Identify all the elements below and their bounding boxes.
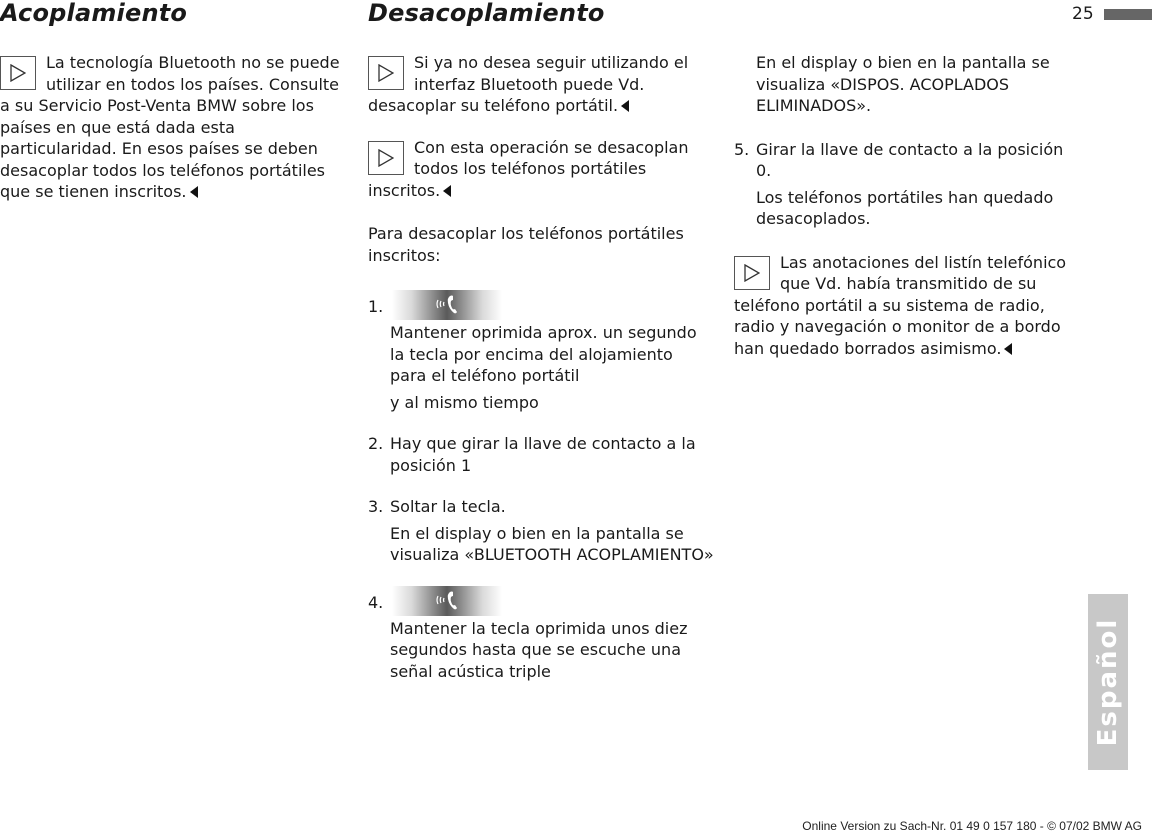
page-marker-bar xyxy=(1104,9,1152,20)
note-triangle-icon xyxy=(734,256,770,290)
step-number: 2. xyxy=(368,434,384,453)
step-detail: En el display o bien en la pantalla se visualiza «BLUETOOTH ACOPLAMIENTO» xyxy=(390,523,714,564)
phone-handset-icon xyxy=(434,590,460,612)
intro-text: Para desacoplar los teléfonos portátiles inscritos: xyxy=(368,224,684,265)
note-triangle-icon xyxy=(0,56,36,90)
step-text: Soltar la tecla. xyxy=(390,497,506,516)
note-block xyxy=(734,252,1080,360)
note-text: Si ya no desea seguir utilizando el interfaz Bluetooth puede Vd. desacoplar su teléfono portátil. xyxy=(368,53,689,115)
phone-handset-icon xyxy=(434,294,460,316)
end-mark-icon xyxy=(190,186,198,198)
note-text: La tecnología Bluetooth no se puede utilizar en todos los países. Consulte a su Servicio Post-Venta BMW sobre los países en que está dada esta particularidad. En esos países se deben desacoplar todos los teléfonos portátiles que se tienen inscritos. xyxy=(0,53,340,201)
note-text: Con esta operación se desacoplan todos los teléfonos portátiles inscritos. xyxy=(368,137,689,200)
left-column xyxy=(0,52,346,203)
step-detail-2: y al mismo tiempo xyxy=(390,392,539,412)
end-mark-icon xyxy=(1004,343,1012,355)
step-number: 5. xyxy=(734,139,750,159)
language-tab-label: Español xyxy=(1093,617,1123,747)
step-number: 1. xyxy=(368,297,384,316)
step-detail: Mantener oprimida aprox. un segundo la tecla por encima del alojamiento para el teléfono portátil xyxy=(390,323,697,385)
footer-text: Online Version zu Sach-Nr. 01 49 0 157 180 - © 07/02 BMW AG xyxy=(802,819,1142,833)
end-mark-icon xyxy=(443,185,451,197)
end-mark-icon xyxy=(621,100,629,112)
phone-key-button[interactable] xyxy=(392,586,502,616)
step-text: Hay que girar la llave de contacto a la posición 1 xyxy=(390,434,696,475)
note-triangle-icon xyxy=(368,56,404,90)
step-number: 4. xyxy=(368,592,384,612)
right-column xyxy=(734,52,1080,359)
step-3 xyxy=(368,496,714,566)
step-text: Girar la llave de contacto a la posición 0. xyxy=(756,139,1064,180)
heading-desacoplamiento: Desacoplamiento xyxy=(368,0,605,27)
note-triangle-icon xyxy=(368,141,404,175)
note-block xyxy=(368,52,714,117)
step-detail: Los teléfonos portátiles han quedado desacoplados. xyxy=(756,187,1054,228)
note-text: Las anotaciones del listín telefónico que Vd. había transmitido de su teléfono portátil a su sistema de radio, radio y navegación o monitor de a bordo han quedado borrados asimismo. xyxy=(734,252,1067,358)
display-text: En el display o bien en la pantalla se visualiza «DISPOS. ACOPLADOS ELIMINADOS». xyxy=(756,53,1050,115)
language-tab xyxy=(1088,594,1128,770)
middle-column xyxy=(368,52,714,682)
page-number: 25 xyxy=(1072,4,1094,24)
heading-acoplamiento: Acoplamiento xyxy=(0,0,188,27)
phone-key-button[interactable] xyxy=(392,290,502,320)
step-number: 3. xyxy=(368,497,384,516)
step-5 xyxy=(734,139,1080,230)
step-2 xyxy=(368,433,714,476)
step-4 xyxy=(368,586,714,683)
step-detail: Mantener la tecla oprimida unos diez segundos hasta que se escuche una señal acústica triple xyxy=(390,618,688,681)
note-block xyxy=(368,137,714,202)
step-1 xyxy=(368,290,714,413)
note-block xyxy=(0,52,346,203)
